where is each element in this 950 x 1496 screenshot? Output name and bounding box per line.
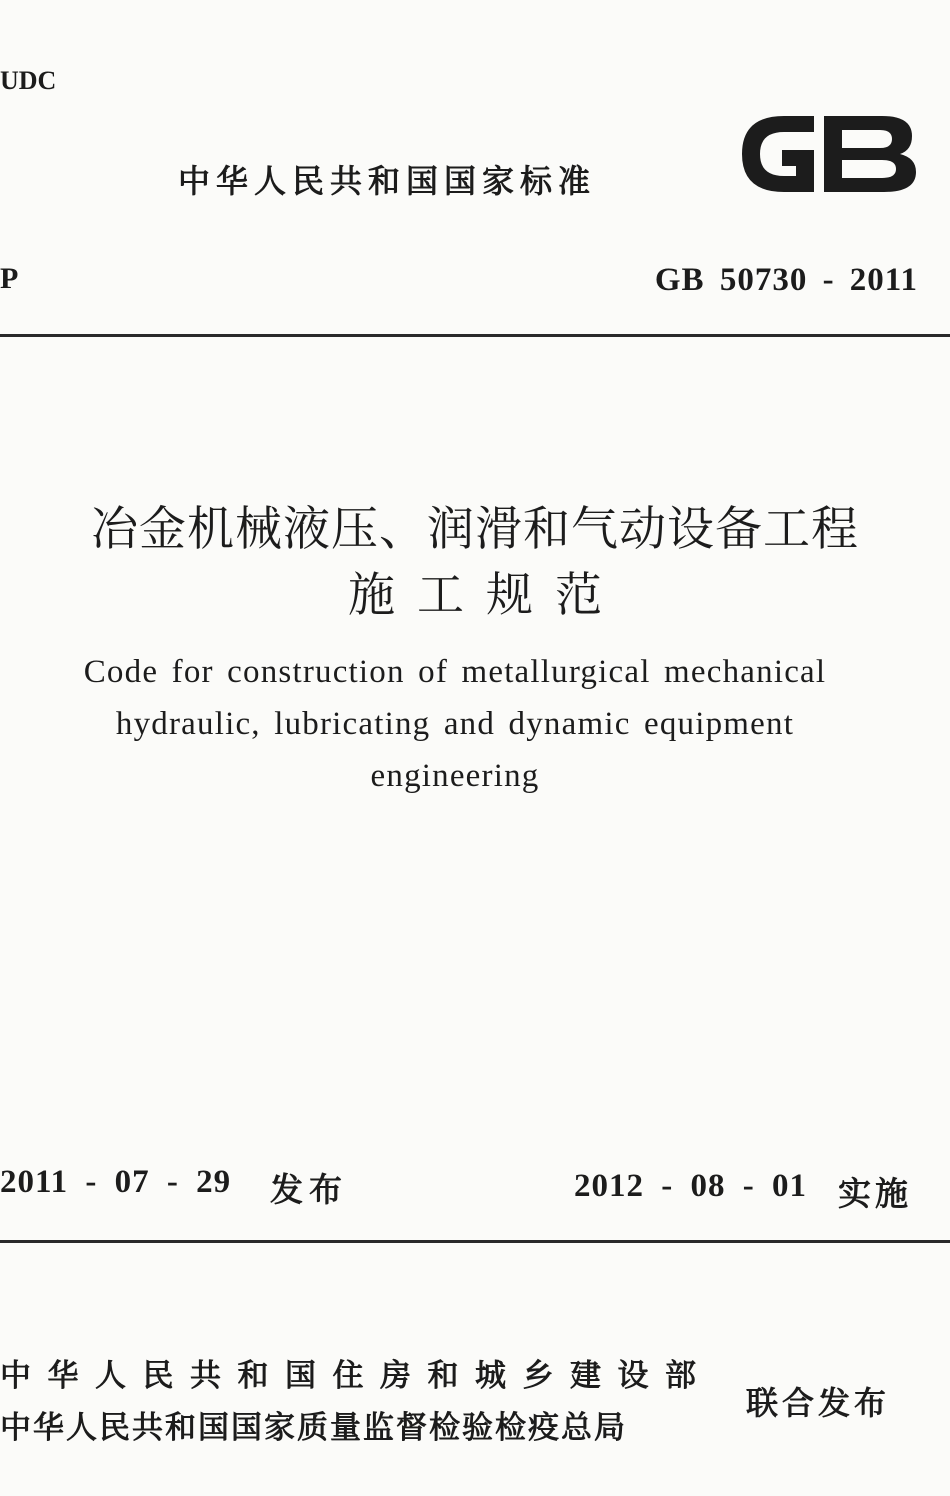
title-en-line3: engineering [370, 758, 540, 794]
joint-publish-label: 联合发布 [746, 1384, 891, 1422]
national-standard-heading: 中华人民共和国国家标准 [178, 162, 597, 200]
publisher-line2: 中华人民共和国国家质量监督检验检疫总局 [0, 1410, 627, 1446]
title-cn-line1: 冶金机械液压、润滑和气动设备工程 [91, 502, 859, 557]
issue-date: 2011 - 07 - 29 [0, 1164, 232, 1200]
header-divider [0, 334, 950, 337]
title-en-line2: hydraulic, lubricating and dynamic equipment [115, 706, 795, 742]
issue-label: 发布 [270, 1170, 348, 1209]
publisher-line1: 中华人民共和国住房和城乡建设部 [0, 1358, 713, 1394]
title-en-line1: Code for construction of metallurgical mechanical [83, 654, 827, 690]
udc-label: UDC [0, 66, 57, 95]
category-code: P [0, 262, 19, 295]
title-cn-line2: 施工规范 [348, 568, 624, 623]
footer-divider [0, 1240, 950, 1243]
implementation-label: 实施 [838, 1174, 912, 1213]
implementation-date: 2012 - 08 - 01 [574, 1168, 807, 1204]
standard-number: GB 50730 - 2011 [654, 262, 918, 298]
gb-logo [732, 104, 922, 204]
